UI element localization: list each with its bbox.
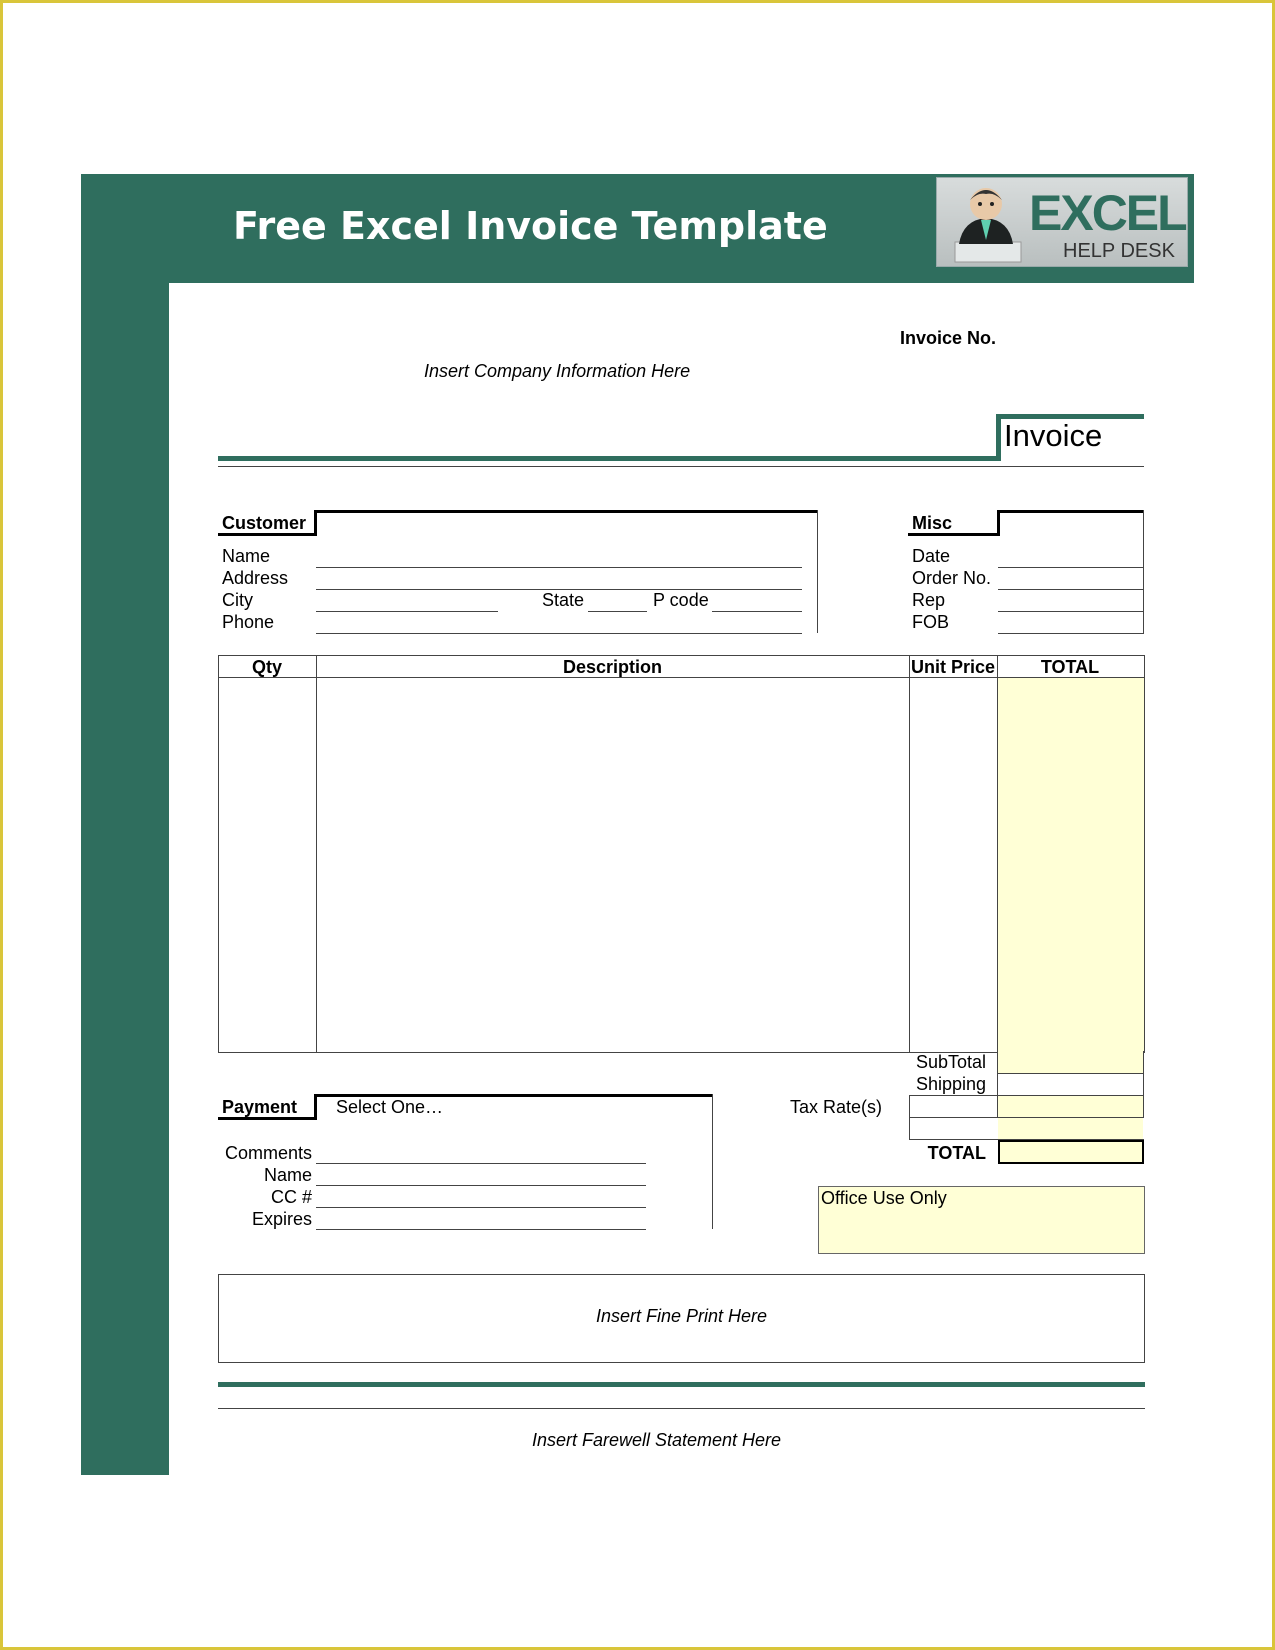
shipping-label: Shipping [915, 1074, 986, 1094]
customer-name-label: Name [222, 546, 271, 566]
payment-expires-label: Expires [251, 1209, 312, 1229]
grand-total-cell[interactable] [998, 1140, 1144, 1164]
customer-state-label: State [542, 590, 585, 610]
payment-name-label: Name [263, 1165, 312, 1185]
payment-cc-field[interactable] [316, 1207, 646, 1208]
payment-heading-underline [218, 1117, 316, 1120]
customer-phone-label: Phone [222, 612, 275, 632]
invoice-tab-vertical [996, 414, 1001, 461]
payment-tab-vertical [314, 1094, 317, 1120]
payment-right-border [712, 1094, 713, 1229]
qty-header: Qty [251, 657, 282, 677]
misc-order-no-field[interactable] [998, 589, 1144, 590]
fine-print-text: Insert Fine Print Here [595, 1306, 768, 1326]
unit-price-column-cells[interactable] [910, 678, 996, 1050]
misc-rep-label: Rep [912, 590, 946, 610]
excel-help-desk-logo [936, 177, 1188, 267]
payment-expires-field[interactable] [316, 1229, 646, 1230]
misc-fob-field[interactable] [998, 633, 1144, 634]
misc-fob-label: FOB [912, 612, 950, 632]
unit-price-header: Unit Price [910, 657, 996, 677]
customer-right-border [817, 510, 818, 633]
customer-city-field[interactable] [316, 611, 498, 612]
total-header: TOTAL [1040, 657, 1100, 677]
misc-heading-underline [908, 533, 1000, 536]
farewell-text: Insert Farewell Statement Here [531, 1430, 782, 1450]
customer-tab-vertical [314, 510, 317, 536]
person-icon [949, 182, 1023, 264]
grand-total-label: TOTAL [927, 1143, 986, 1163]
totals-right-border [1143, 1051, 1144, 1117]
customer-heading-underline [218, 533, 316, 536]
header-title: Free Excel Invoice Template [233, 204, 828, 248]
logo-sub-text: HELP DESK [1063, 240, 1175, 262]
customer-heading: Customer [222, 513, 307, 533]
customer-top-border [314, 510, 818, 513]
footer-underline [218, 1408, 1145, 1409]
payment-comments-field[interactable] [316, 1163, 646, 1164]
customer-city-label: City [222, 590, 253, 610]
invoice-title: Invoice [1004, 418, 1103, 453]
invoice-underline [218, 466, 1144, 467]
customer-pcode-field[interactable] [712, 611, 802, 612]
payment-method-select[interactable]: Select One… [336, 1097, 444, 1117]
tax-rate-label: Tax Rate(s) [790, 1097, 883, 1117]
customer-name-field[interactable] [316, 567, 802, 568]
footer-rule [218, 1382, 1145, 1387]
misc-right-border [1143, 510, 1144, 633]
tax-mid-rule [909, 1117, 1144, 1118]
office-use-label: Office Use Only [821, 1188, 947, 1208]
description-header: Description [562, 657, 663, 677]
payment-name-field[interactable] [316, 1185, 646, 1186]
payment-heading: Payment [222, 1097, 298, 1117]
shipping-cell[interactable] [998, 1074, 1143, 1095]
customer-phone-field[interactable] [316, 633, 802, 634]
payment-comments-label: Comments [224, 1143, 312, 1163]
total-column-cells[interactable] [998, 678, 1143, 1050]
subtotal-cell[interactable] [998, 1051, 1143, 1073]
company-info[interactable]: Insert Company Information Here [424, 361, 691, 381]
invoice-no-label: Invoice No. [900, 328, 997, 348]
misc-tab-vertical [997, 510, 1000, 536]
misc-rep-field[interactable] [998, 611, 1144, 612]
misc-order-no-label: Order No. [912, 568, 992, 588]
misc-date-label: Date [912, 546, 951, 566]
logo-main-text: EXCEL [1029, 185, 1186, 241]
description-column-cells[interactable] [317, 678, 908, 1050]
invoice-rule [218, 456, 1000, 461]
payment-cc-label: CC # [270, 1187, 312, 1207]
customer-pcode-label: P code [653, 590, 709, 610]
misc-heading: Misc [912, 513, 953, 533]
subtotal-label: SubTotal [915, 1052, 986, 1072]
customer-state-field[interactable] [588, 611, 647, 612]
qty-column-cells[interactable] [219, 678, 315, 1050]
misc-date-field[interactable] [998, 567, 1144, 568]
customer-address-label: Address [222, 568, 289, 588]
misc-top-border [997, 510, 1144, 513]
left-sidebar [81, 283, 169, 1475]
